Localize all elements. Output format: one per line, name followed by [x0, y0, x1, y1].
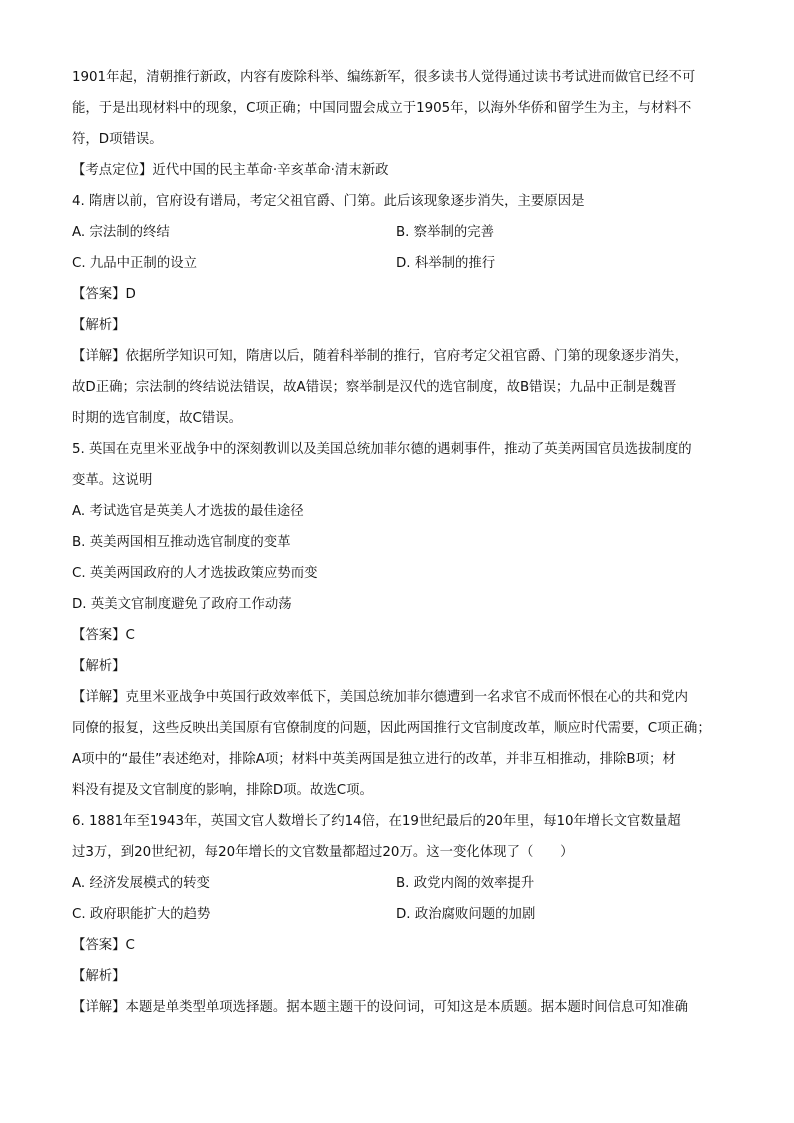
question-4-options-row-2: [72, 248, 722, 279]
question-5-option-c: C. 英美两国政府的人才选拔政策应势而变: [72, 566, 318, 581]
question-6-option-d: D. 政治腐败问题的加剧: [396, 907, 536, 922]
question-5-detail-line: 料没有提及文官制度的影响，排除D项。故选C项。: [72, 783, 373, 798]
question-6-stem: 过3万，到20世纪初，每20年增长的文官数量都超过20万。这一变化体现了（ ）: [72, 845, 574, 860]
question-4-option-d: D. 科举制的推行: [396, 256, 496, 271]
question-5-answer: 【答案】C: [72, 628, 135, 643]
question-4-option-c: C. 九品中正制的设立: [72, 256, 197, 271]
paragraph-line: 符，D项错误。: [72, 132, 163, 147]
kaodian-line: 【考点定位】近代中国的民主革命·辛亥革命·清末新政: [72, 163, 389, 178]
question-4-detail-line: 【详解】依据所学知识可知，隋唐以后，随着科举制的推行，官府考定父祖官爵、门第的现象逐步消失，: [72, 349, 688, 364]
question-6-option-a: A. 经济发展模式的转变: [72, 876, 210, 891]
question-6-answer: 【答案】C: [72, 938, 135, 953]
question-6-stem: 6. 1881年至1943年，英国文官人数增长了约14倍，在19世纪最后的20年里，每10年增长文官数量超: [72, 814, 681, 829]
paragraph-line: 1901年起，清朝推行新政，内容有废除科举、编练新军，很多读书人觉得通过读书考试进而做官已经不可: [72, 70, 696, 85]
question-6-options-row-2: [72, 899, 722, 930]
question-5-detail-line: A项中的“最佳”表述绝对，排除A项；材料中英美两国是独立进行的改革，并非互相推动，排除B项；材: [72, 752, 676, 767]
question-5-stem: 5. 英国在克里米亚战争中的深刻教训以及美国总统加菲尔德的遇刺事件，推动了英美两国官员选拔制度的: [72, 442, 692, 457]
question-5-option-b: B. 英美两国相互推动选官制度的变革: [72, 535, 291, 550]
question-5-stem: 变革。这说明: [72, 473, 153, 488]
question-6-detail-line: 【详解】本题是单类型单项选择题。据本题主题干的设问词，可知这是本质题。据本题时间信息可知准确: [72, 1000, 688, 1015]
document-page: [72, 62, 722, 1023]
question-5-option-a: A. 考试选官是英美人才选拔的最佳途径: [72, 504, 304, 519]
question-6-options-row-1: [72, 868, 722, 899]
question-5-detail-line: 【详解】克里米亚战争中英国行政效率低下，美国总统加菲尔德遭到一名求官不成而怀恨在心的共和党内: [72, 690, 688, 705]
question-5-option-d: D. 英美文官制度避免了政府工作动荡: [72, 597, 292, 612]
paragraph-line: 能，于是出现材料中的现象，C项正确；中国同盟会成立于1905年，以海外华侨和留学生为主，与材料不: [72, 101, 692, 116]
question-6-option-c: C. 政府职能扩大的趋势: [72, 907, 211, 922]
question-4-jiexi-heading: 【解析】: [72, 318, 126, 333]
question-4-detail-line: 故D正确；宗法制的终结说法错误，故A错误；察举制是汉代的选官制度，故B错误；九品中正制是魏晋: [72, 380, 677, 395]
question-4-answer: 【答案】D: [72, 287, 136, 302]
question-5-detail-line: 同僚的报复，这些反映出美国原有官僚制度的问题，因此两国推行文官制度改革，顺应时代需要，C项正确；: [72, 721, 711, 736]
question-5-jiexi-heading: 【解析】: [72, 659, 126, 674]
question-4-option-b: B. 察举制的完善: [396, 225, 495, 240]
question-6-jiexi-heading: 【解析】: [72, 969, 126, 984]
question-4-detail-line: 时期的选官制度，故C错误。: [72, 411, 243, 426]
question-6-option-b: B. 政党内阁的效率提升: [396, 876, 535, 891]
question-4-option-a: A. 宗法制的终结: [72, 225, 170, 240]
question-4-stem: 4. 隋唐以前，官府设有谱局，考定父祖官爵、门第。此后该现象逐步消失，主要原因是: [72, 194, 585, 209]
question-4-options-row-1: [72, 217, 722, 248]
